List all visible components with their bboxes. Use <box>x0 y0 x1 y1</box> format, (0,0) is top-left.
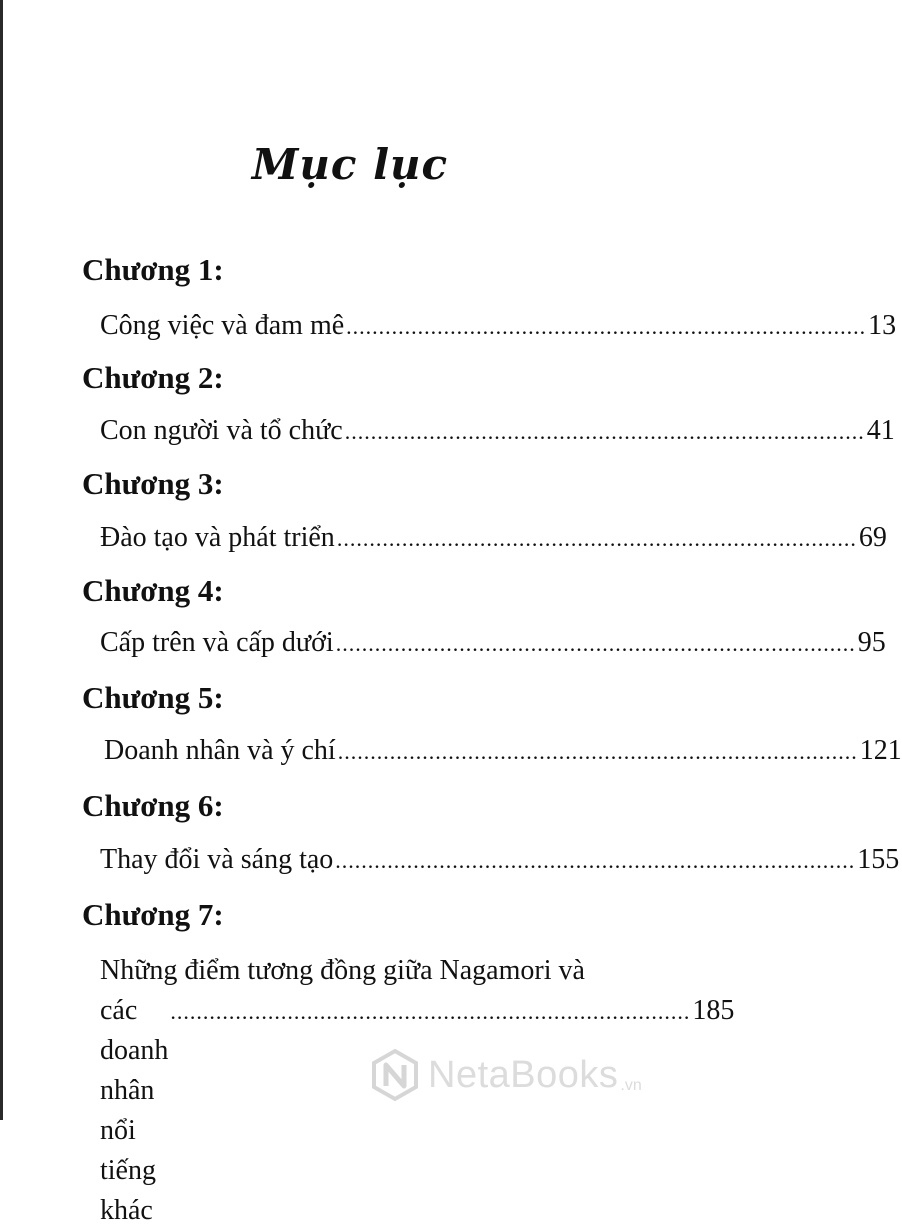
chapter-6-entry[interactable] <box>100 842 900 879</box>
dot-leader: ................................................................................ <box>170 999 691 1024</box>
watermark <box>368 1045 688 1105</box>
dot-leader: ................................................................................ <box>335 631 856 656</box>
page-title: Mục lục <box>251 140 449 189</box>
dot-leader: ................................................................................ <box>336 526 857 551</box>
dot-leader: ................................................................................ <box>346 314 867 339</box>
entry-title-line-2: các doanh nhân nổi tiếng khác <box>100 995 169 1226</box>
chapter-4-heading: Chương 4: <box>82 573 224 608</box>
entry-title: Đào tạo và phát triển <box>100 522 335 553</box>
watermark-name: NetaBooks <box>428 1053 619 1096</box>
chapter-6-heading: Chương 6: <box>82 788 224 823</box>
chapter-1-entry[interactable] <box>100 308 897 345</box>
entry-title: Con người và tổ chức <box>100 415 343 446</box>
chapter-5-entry[interactable] <box>104 733 902 770</box>
page-number: 121 <box>859 735 902 766</box>
entry-title: Cấp trên và cấp dưới <box>100 627 334 658</box>
entry-title: Công việc và đam mê <box>100 310 345 341</box>
chapter-7-heading: Chương 7: <box>82 897 224 932</box>
page-number: 155 <box>857 844 900 875</box>
page-number: 41 <box>866 415 895 446</box>
chapter-4-entry[interactable] <box>100 625 886 662</box>
chapter-1-heading: Chương 1: <box>82 252 224 287</box>
page-number: 69 <box>858 522 887 553</box>
watermark-suffix: .vn <box>620 1077 642 1094</box>
entry-title-line-1: Những điểm tương đồng giữa Nagamori và <box>100 955 585 986</box>
chapter-3-heading: Chương 3: <box>82 466 224 501</box>
page-number: 95 <box>857 627 886 658</box>
entry-title: Doanh nhân và ý chí <box>104 735 336 766</box>
chapter-2-entry[interactable] <box>100 413 895 450</box>
dot-leader: ................................................................................ <box>337 739 858 764</box>
chapter-5-heading: Chương 5: <box>82 680 224 715</box>
dot-leader: ................................................................................ <box>335 848 856 873</box>
page-number: 13 <box>868 310 897 341</box>
entry-title: Thay đổi và sáng tạo <box>100 844 334 875</box>
dot-leader: ................................................................................ <box>344 419 865 444</box>
chapter-2-heading: Chương 2: <box>82 360 224 395</box>
page-number: 185 <box>692 995 735 1026</box>
netabooks-logo-icon <box>368 1048 422 1102</box>
chapter-3-entry[interactable] <box>100 520 887 557</box>
